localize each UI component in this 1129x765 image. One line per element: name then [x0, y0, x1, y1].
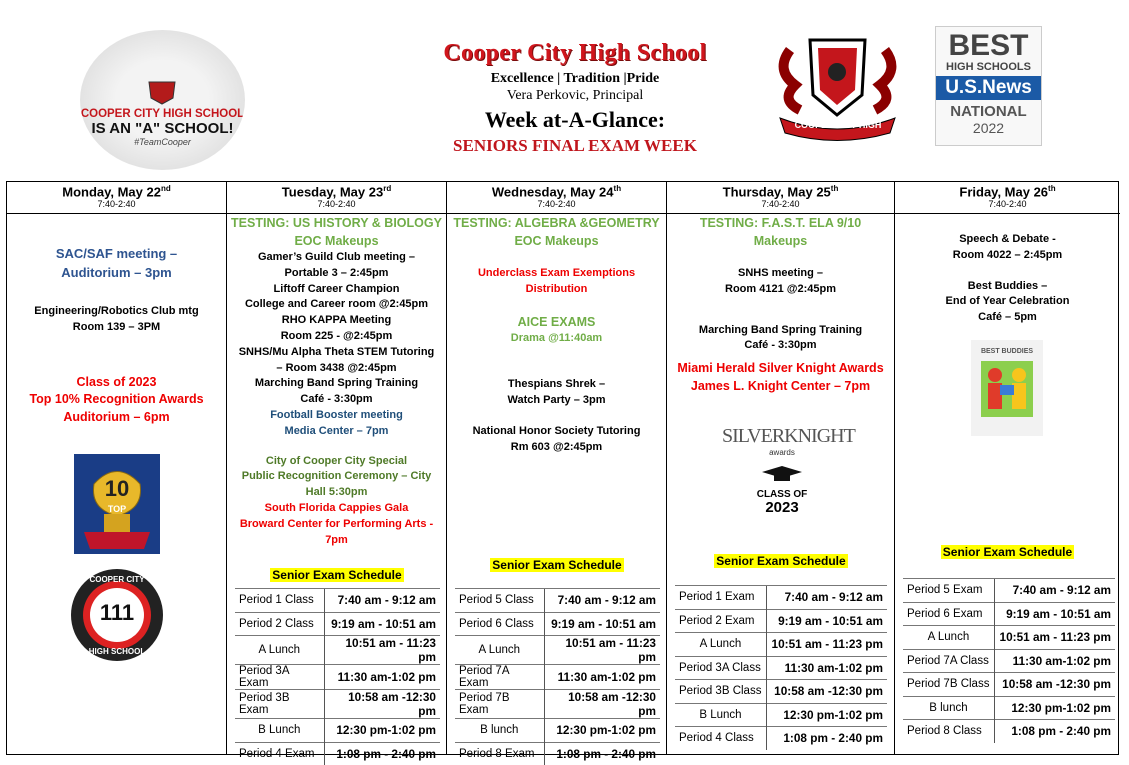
- day-column-tuesday: [227, 182, 447, 761]
- exam-period: Period 8 Class: [903, 720, 994, 743]
- seal-top-text: COOPER CITY: [89, 575, 145, 584]
- usnews-badge: [935, 26, 1042, 146]
- day-time: 7:40-2:40: [317, 199, 356, 210]
- cappies-line3: 7pm: [325, 533, 348, 546]
- header-block: [400, 40, 750, 156]
- exam-row: [235, 742, 440, 765]
- day-time: 7:40-2:40: [761, 199, 800, 210]
- usnews-best: BEST: [948, 29, 1029, 62]
- silver-knight-sub: awards: [769, 448, 795, 457]
- usnews-brand: U.S.News: [936, 76, 1041, 100]
- exam-time: 9:19 am - 10:51 am: [766, 609, 887, 633]
- exam-period: B Lunch: [235, 719, 324, 743]
- school-name: Cooper City High School: [443, 40, 707, 66]
- exam-time: 10:58 am -12:30 pm: [544, 690, 660, 719]
- exam-period: Period 6 Class: [455, 612, 544, 636]
- knight-line2: James L. Knight Center – 7pm: [690, 378, 871, 393]
- exam-table-thursday: [675, 585, 887, 750]
- trophy-label: TOP: [107, 504, 127, 514]
- exam-row: [235, 719, 440, 743]
- event-line: – Room 3438 @2:45pm: [276, 361, 397, 374]
- silver-knight-logo: [722, 425, 855, 457]
- exam-schedule-title-wrap: [895, 543, 1120, 561]
- exam-time: 12:30 pm-1:02 pm: [766, 703, 887, 727]
- event-line: Gamer’s Guild Club meeting –: [257, 251, 416, 263]
- exam-period: Period 4 Class: [675, 727, 766, 750]
- seal-number: 111: [99, 600, 135, 625]
- football-line2: Media Center – 7pm: [284, 424, 389, 437]
- exam-time: 10:51 am - 11:23 pm: [324, 636, 440, 665]
- usnews-scope: NATIONAL: [950, 103, 1027, 120]
- class-of-2023-logo: [752, 464, 812, 526]
- exam-row: [903, 673, 1115, 697]
- top10-trophy-image: [74, 454, 160, 554]
- exam-row: [235, 636, 440, 665]
- day-header: [447, 182, 666, 214]
- exam-period: A Lunch: [455, 636, 544, 665]
- day-name: Tuesday, May 23rd: [281, 184, 392, 200]
- eoc-label: EOC Makeups: [514, 234, 599, 248]
- badge-hashtag: #TeamCooper: [134, 137, 191, 147]
- buddies-line1: Best Buddies –: [967, 279, 1048, 292]
- day-header: [7, 182, 226, 214]
- city-line2: Public Recognition Ceremony – City: [241, 470, 432, 483]
- exam-time: 12:30 pm-1:02 pm: [994, 696, 1115, 720]
- day-content: [7, 214, 226, 426]
- exam-period: A Lunch: [903, 626, 994, 650]
- school-crest-icon: [145, 78, 179, 106]
- day-column-wednesday: [447, 182, 667, 761]
- makeups-label: Makeups: [753, 234, 808, 248]
- buddies-line2: End of Year Celebration: [945, 295, 1070, 308]
- exam-row: [675, 586, 887, 610]
- exam-period: A Lunch: [235, 636, 324, 665]
- exam-row: [235, 690, 440, 719]
- best-buddies-figures-icon: [975, 355, 1039, 421]
- sac-meeting-line2: Auditorium – 3pm: [61, 265, 172, 280]
- day-column-monday: [7, 182, 227, 754]
- day-content: [227, 214, 446, 548]
- exam-period: Period 3B Exam: [235, 690, 324, 719]
- class2023-line2: Top 10% Recognition Awards: [29, 392, 204, 407]
- exam-row: [675, 609, 887, 633]
- day-column-friday: [895, 182, 1120, 754]
- exam-time: 7:40 am - 9:12 am: [324, 589, 440, 613]
- exam-row: [235, 589, 440, 613]
- exam-row: [235, 612, 440, 636]
- exam-schedule-title: Senior Exam Schedule: [492, 558, 622, 572]
- best-buddies-logo: [971, 340, 1043, 436]
- exam-period: B lunch: [903, 696, 994, 720]
- exam-period: Period 6 Exam: [903, 602, 994, 626]
- exam-table-friday: [903, 578, 1115, 743]
- testing-label: TESTING: F.A.S.T. ELA 9/10: [699, 216, 862, 230]
- exam-time: 10:58 am -12:30 pm: [994, 673, 1115, 697]
- band-line1: Marching Band Spring Training: [698, 323, 863, 336]
- day-time: 7:40-2:40: [988, 199, 1027, 210]
- snhs-line1: SNHS meeting –: [738, 267, 823, 279]
- day-time: 7:40-2:40: [537, 199, 576, 210]
- exam-time: 1:08 pm - 2:40 pm: [544, 742, 660, 765]
- exam-row: [903, 720, 1115, 743]
- exam-row: [235, 665, 440, 690]
- exam-time: 7:40 am - 9:12 am: [766, 586, 887, 610]
- event-line: SNHS/Mu Alpha Theta STEM Tutoring: [238, 345, 435, 358]
- snhs-line2: Room 4121 @2:45pm: [725, 282, 836, 295]
- day-name: Wednesday, May 24th: [491, 184, 622, 200]
- school-motto: Excellence | Tradition |Pride: [490, 71, 660, 86]
- exam-row: [675, 633, 887, 657]
- week-table: [6, 181, 1119, 761]
- exam-period: Period 8 Exam: [455, 742, 544, 765]
- exam-period: Period 2 Exam: [675, 609, 766, 633]
- cooper-city-111-logo: [67, 567, 167, 667]
- exam-period: Period 1 Class: [235, 589, 324, 613]
- exam-period: Period 2 Class: [235, 612, 324, 636]
- exam-time: 11:30 am-1:02 pm: [766, 656, 887, 680]
- sac-meeting-line1: SAC/SAF meeting –: [55, 246, 178, 261]
- usnews-year: 2022: [972, 120, 1005, 136]
- knight-line1: Miami Herald Silver Knight Awards: [677, 361, 884, 376]
- exam-time: 9:19 am - 10:51 am: [544, 612, 660, 636]
- exam-row: [903, 602, 1115, 626]
- exam-row: [455, 612, 660, 636]
- exam-table-wednesday: [455, 588, 660, 765]
- aice-label: AICE EXAMS: [517, 314, 596, 329]
- seal-bottom-text: HIGH SCHOOL: [88, 647, 146, 656]
- robotics-line1: Engineering/Robotics Club mtg: [34, 305, 199, 317]
- exam-schedule-title-wrap: [447, 556, 667, 574]
- exam-period: Period 7A Class: [903, 649, 994, 673]
- badge-line-1: COOPER CITY HIGH SCHOOL: [80, 108, 245, 120]
- cappies-line1: South Florida Cappies Gala: [264, 501, 409, 514]
- silver-knight-wordmark: SILVERKNIGHT: [722, 425, 855, 447]
- event-line: RHO KAPPA Meeting: [281, 314, 392, 327]
- exam-time: 1:08 pm - 2:40 pm: [324, 742, 440, 765]
- exam-time: 10:58 am -12:30 pm: [324, 690, 440, 719]
- exam-time: 11:30 am-1:02 pm: [324, 665, 440, 690]
- exam-schedule-title: Senior Exam Schedule: [716, 554, 846, 568]
- event-line: Portable 3 – 2:45pm: [284, 266, 389, 279]
- under-line1: Underclass Exam Exemptions: [477, 267, 636, 279]
- testing-label: TESTING: US HISTORY & BIOLOGY: [231, 216, 442, 230]
- exam-row: [675, 727, 887, 750]
- eoc-label: EOC Makeups: [294, 234, 379, 248]
- exam-time: 10:58 am -12:30 pm: [766, 680, 887, 704]
- day-column-thursday: [667, 182, 895, 754]
- exam-row: [675, 680, 887, 704]
- exam-row: [903, 696, 1115, 720]
- exam-row: [455, 690, 660, 719]
- page-title: Week at-A-Glance:: [484, 107, 666, 132]
- day-header: [667, 182, 894, 214]
- under-line2: Distribution: [525, 282, 588, 295]
- class2023-line1: Class of 2023: [76, 374, 157, 389]
- day-name: Friday, May 26th: [959, 184, 1056, 200]
- exam-row: [903, 649, 1115, 673]
- principal-name: Vera Perkovic, Principal: [506, 88, 644, 103]
- band-line2: Café - 3:30pm: [744, 339, 817, 352]
- exam-period: Period 7B Exam: [455, 690, 544, 719]
- exam-period: Period 5 Exam: [903, 579, 994, 603]
- testing-label: TESTING: ALGEBRA &GEOMETRY: [453, 216, 660, 230]
- exam-schedule-title: Senior Exam Schedule: [942, 545, 1073, 559]
- exam-row: [455, 636, 660, 665]
- drama-label: Drama @11:40am: [510, 332, 603, 345]
- day-time: 7:40-2:40: [97, 199, 136, 210]
- shrek-line1: Thespians Shrek –: [507, 377, 606, 390]
- exam-period: Period 1 Exam: [675, 586, 766, 610]
- exam-row: [455, 719, 660, 743]
- exam-row: [455, 665, 660, 690]
- exam-time: 10:51 am - 11:23 pm: [994, 626, 1115, 650]
- exam-time: 7:40 am - 9:12 am: [544, 589, 660, 613]
- badge-line-2: IS AN "A" SCHOOL!: [91, 120, 234, 137]
- city-line3: Hall 5:30pm: [305, 486, 368, 499]
- trophy-number: 10: [104, 476, 130, 501]
- exam-time: 12:30 pm-1:02 pm: [544, 719, 660, 743]
- city-line1: City of Cooper City Special: [265, 454, 408, 467]
- class2023-line3: Auditorium – 6pm: [63, 409, 170, 424]
- day-header: [895, 182, 1120, 214]
- speech-line2: Room 4022 – 2:45pm: [952, 248, 1063, 261]
- exam-time: 10:51 am - 11:23 pm: [766, 633, 887, 657]
- day-content: [447, 214, 666, 456]
- exam-time: 11:30 am-1:02 pm: [544, 665, 660, 690]
- crest-banner-text: COOPER CITY HIGH: [794, 120, 882, 130]
- exam-time: 9:19 am - 10:51 am: [324, 612, 440, 636]
- event-line: Marching Band Spring Training: [254, 377, 419, 390]
- exam-period: Period 7B Class: [903, 673, 994, 697]
- class-of-label: CLASS OF: [756, 489, 808, 500]
- exam-row: [903, 626, 1115, 650]
- best-buddies-wordmark: BEST BUDDIES: [980, 348, 1034, 355]
- exam-time: 1:08 pm - 2:40 pm: [766, 727, 887, 750]
- exam-period: Period 3A Class: [675, 656, 766, 680]
- day-name: Thursday, May 25th: [722, 184, 839, 200]
- day-content: [895, 214, 1120, 326]
- exam-period: Period 7A Exam: [455, 665, 544, 690]
- class-year: 2023: [765, 499, 799, 516]
- robotics-line2: Room 139 – 3PM: [72, 320, 161, 333]
- exam-schedule-title: Senior Exam Schedule: [272, 568, 402, 582]
- exam-row: [675, 703, 887, 727]
- page-subtitle: SENIORS FINAL EXAM WEEK: [453, 136, 697, 155]
- a-school-badge: [80, 30, 245, 170]
- event-line: Café - 3:30pm: [300, 393, 373, 406]
- event-line: Liftoff Career Champion: [273, 282, 400, 295]
- exam-period: Period 3A Exam: [235, 665, 324, 690]
- exam-row: [455, 589, 660, 613]
- speech-line1: Speech & Debate -: [959, 233, 1056, 245]
- nhs-line2: Rm 603 @2:45pm: [510, 441, 603, 454]
- exam-time: 11:30 am-1:02 pm: [994, 649, 1115, 673]
- usnews-high-schools: HIGH SCHOOLS: [946, 61, 1031, 73]
- event-line: Room 225 - @2:45pm: [280, 329, 393, 342]
- exam-period: Period 5 Class: [455, 589, 544, 613]
- day-content: [667, 214, 894, 395]
- graduation-cap-icon: [752, 464, 812, 484]
- exam-time: 10:51 am - 11:23 pm: [544, 636, 660, 665]
- exam-period: B Lunch: [675, 703, 766, 727]
- exam-time: 9:19 am - 10:51 am: [994, 602, 1115, 626]
- exam-time: 1:08 pm - 2:40 pm: [994, 720, 1115, 743]
- buddies-line3: Café – 5pm: [978, 311, 1037, 324]
- exam-period: B lunch: [455, 719, 544, 743]
- exam-row: [455, 742, 660, 765]
- exam-period: Period 4 Exam: [235, 742, 324, 765]
- exam-table-tuesday: [235, 588, 440, 765]
- exam-period: Period 3B Class: [675, 680, 766, 704]
- exam-schedule-title-wrap: [227, 566, 447, 584]
- exam-period: A Lunch: [675, 633, 766, 657]
- football-line1: Football Booster meeting: [270, 408, 403, 421]
- exam-row: [675, 656, 887, 680]
- cappies-line2: Broward Center for Performing Arts -: [239, 517, 434, 530]
- exam-time: 7:40 am - 9:12 am: [994, 579, 1115, 603]
- brotherhood-crest: [770, 30, 905, 145]
- nhs-line1: National Honor Society Tutoring: [472, 425, 641, 438]
- day-header: [227, 182, 446, 214]
- event-line: College and Career room @2:45pm: [244, 298, 429, 311]
- exam-time: 12:30 pm-1:02 pm: [324, 719, 440, 743]
- shrek-line2: Watch Party – 3pm: [507, 393, 606, 406]
- exam-schedule-title-wrap: [667, 552, 895, 570]
- exam-row: [903, 579, 1115, 603]
- day-name: Monday, May 22nd: [62, 184, 171, 200]
